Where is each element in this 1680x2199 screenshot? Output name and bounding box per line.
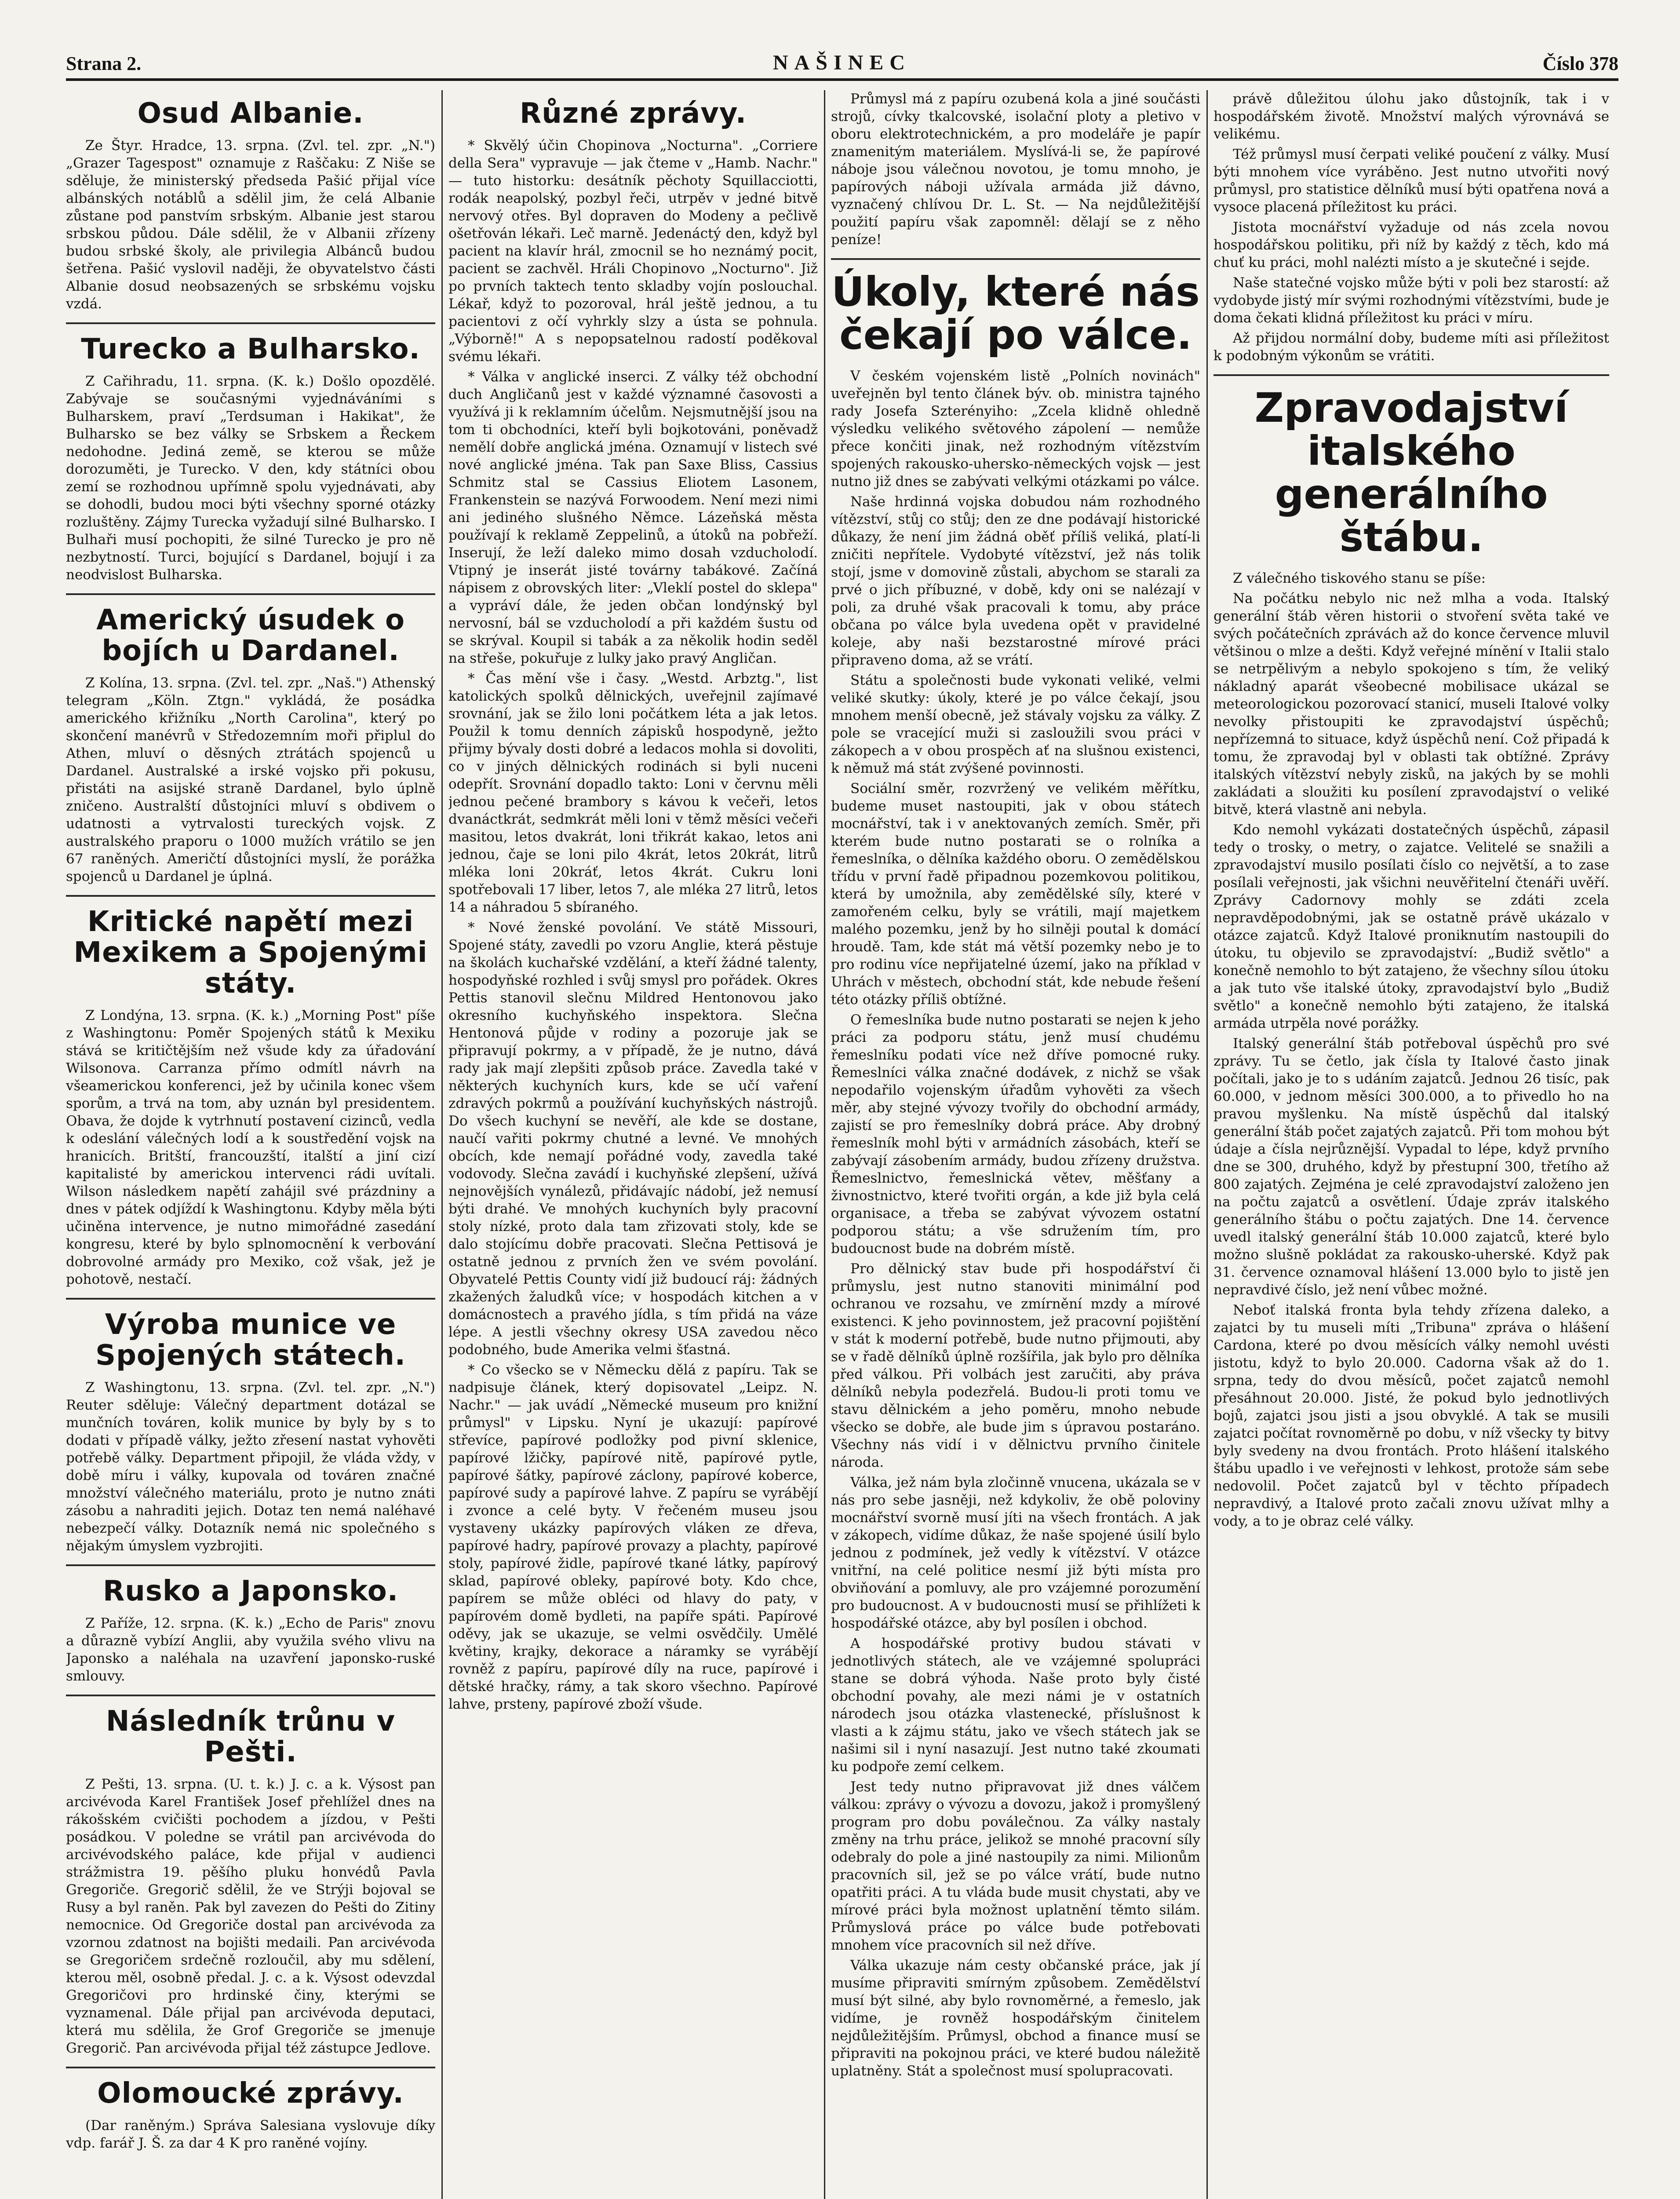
article-paragraph: Až přijdou normální doby, budeme míti asi příležitost k podobným výkonům se vrátiti. (1214, 330, 1609, 364)
article-paragraph: Z Washingtonu, 13. srpna. (Zvl. tel. zpr. „N.") Reuter sděluje: Válečný department dotázal se munčních továren, kolik munice by byly by s to dodati v případě války, ježto zřesení nastat vyhověti potřebě války. Department připojil, že vláda vždy, v době míru i války, kupovala od továren značné množství válečného materiálu, proto je nutno znáti zásobu a nahraditi jejich. Dotaz ten nemá naléhavé nebezpečí války. Dotazník nemá nic společného s nějakým úmyslem vyzbrojiti. (66, 1380, 435, 1554)
article-paragraph: Válka, jež nám byla zločinně vnucena, ukázala se v nás pro sebe jasněji, než kdykoliv, že obě poloviny mocnářství svorně musí jíti na všech frontách. A jak v zákopech, vidíme důkaz, že naše spojené úsilí bylo jednou z podmínek, jež vedly k vítězství. V otázce vnitřní, na celé politice nesmí již býti místa pro obviňování a pomluvy, ale pro vzájemné porozumění pro budoucnost. A v budoucnosti musí se přihlížeti k hospodářské otázce, aby byl posílen i obchod. (831, 1475, 1200, 1631)
article-paragraph: A hospodářské protivy budou stávati v jednotlivých státech, ale ve vzájemné spolupráci stane se dobrá výhoda. Naše proto byly čisté obchodní povahy, ale mezi námi je v ostatních národech jsou otázka vlastenecké, příslušnost k vlasti a k zájmu státu, jako ve všech státech jak se našimi sil i nyní nasazují. Jest nutno také zkoumati ku podpoře zemí celkem. (831, 1636, 1200, 1775)
divider (1214, 374, 1609, 376)
headline-naslednik-trunu: Následník trůnu v Pešti. (106, 1705, 396, 1768)
article-paragraph: Též průmysl musí čerpati veliké poučení z války. Musí býti mnohem více vyráběno. Jest nutno utvořiti nový průmysl, pro statistice dělníků musí býti opatřena nová a vysoce placená příležitost ku práci. (1214, 146, 1609, 215)
headline-olomoucke-zpravy: Olomoucké zprávy. (97, 2077, 404, 2110)
article-paragraph: * Nové ženské povolání. Ve státě Missouri, Spojené státy, zavedli po vzoru Anglie, která pěstuje na školách kuchařské vzdělání, a kteří žádné talenty, hospodyňské rozhled i svůj smysl pro pořádek. Okres Pettis stanovil slečnu Mildred Hentonovou jako okresního kuchyňského inspektora. Slečna Hentonová půjde v rodiny a pozoruje jak se připravují pokrmy, a v případě, že je nutno, dává rady jak mají zlepšiti způsob práce. Zavedla také v některých kuchyních kurs, kde se učí vaření zdravých pokrmů a používání kuchyňských nástrojů. Do všech kuchyní se nevěří, ale kde se dostane, naučí vařiti pokrmy chutné a levné. Ve mnohých obcích, kde nemají pořádné vody, zavedla také vodovody. Slečna zavádí i kuchyňské zlepšení, užívá nejnovějších vynálezů, přidávajíc nádobí, jež nemusí býti drahé. Ve mnohých kuchyních byly pracovní stoly nízké, proto dala tam zřizovati stoly, kde se dalo stojícímu dobře pracovati. Slečna Pettisová je ostatně jednou z prvních žen ve svém povolání. Obyvatelé Pettis County vidí již budoucí ráj: žádných zkažených žaludků více; v hospodách kitchen a v domácnostech a pravého jídla, s tím přidá na váze lépe. A jestli všechny okresy USA zavedou něco podobného, bude Amerika velmi šťastná. (448, 920, 818, 1358)
page-label: Strana 2. (66, 53, 142, 74)
article-paragraph: Italský generální štáb potřeboval úspěchů pro své zprávy. Tu se četlo, jak čísla ty Italové často jinak počítali, jako je to s udáním zajatců. Jednou 26 tisíc, pak 60.000, v jednom měsíci 300.000, a to přivedlo ho na pravou myšlenku. Na místě úspěchů dal italský generální štáb počet zajatých zajatců. Při tom mohou být údaje a čísla nejrůznější. Vypadal to lépe, když prvního dne se 300, druhého, když by přestupní 300, třetího až 800 zajatých. Zejména je celé zpravodajství založeno jen na počtu zajatců a osvětlení. Údaje zpráv italského generálního štábu o počtu zajatých. Dne 14. července uvedl italský generální štáb 10.000 zajatců, které bylo možno slušně pokládat za rakousko-uherské. Když pak 31. července oznamoval hlášení 13.000 bylo to jistě jen nepravdivé číslo, jež není vůbec možné. (1214, 1036, 1609, 1298)
article-paragraph: * Skvělý účin Chopinova „Nocturna". „Corriere della Sera" vypravuje — jak čteme v „Hamb. Nachr." — tuto historku: desátník pěchoty Squillacciotti, rodák neapolský, pozbyl řeči, utrpěv v jedné bitvě nervový otřes. Byl dopraven do Modeny a pečlivě ošetřován lékaři. Leč marně. Jedenáctý den, když byl pacient na klavír hrál, zmocnil se ho neznámý pocit, pacient se zachvěl. Hráli Chopinovo „Nocturno". Již po prvních taktech tento skladby vojín poslouchal. Lékař, když to pozoroval, hrál ještě jednou, a tu pacientovi z očí vyhrkly slzy a ústa se pohnula. „Výborně!" A s nepopsatelnou radostí poděkoval svému lékaři. (448, 138, 818, 365)
headline-zpravodajstvi-stabu: Zpravodajství italského generálního štábu. (1254, 384, 1568, 561)
article-paragraph: Na počátku nebylo nic než mlha a voda. Italský generální štáb věren historii o stvoření světa také ve svých počátečních zprávách až do konce července mluvil většinou o mlze a dešti. Když veřejné mínění v Italii stalo se netrpělivým a nebylo spokojeno s tím, že veliký nákladný aparát všeobecné mobilisace ukázal se meteorologickou pozorovací stanicí, museli Italové volky nevolky přistoupiti ke zpravodajství úspěchů; nepřízemná to situace, když úspěchů není. Což připadá k tomu, že zpravodaj byl v oblasti tak obtížné. Zprávy italských vítězství nebyly zisků, na jakých by se mohli zakládati a sloužiti ku posílení zpravodajství o veliké bitvě, která vlastně ani nebyla. (1214, 591, 1609, 818)
column-4 (1214, 90, 1609, 2199)
article-paragraph: Kdo nemohl vykázati dostatečných úspěchů, zápasil tedy o trosky, o metry, o zajatce. Velitelé se snažili a zpravodajství musilo posílati číslo co největší, a to zase posílali veřejnosti, jak všichni neuvěřitelní čtenáři uvěří. Zprávy Cadornovy mohly se zdáti zcela nepravděpodobnými, jak se ostatně právě ukázalo v otázce zajatců. Když Italové proniknutím nastoupili do útoku, tu objevilo se zpravodajství: „Budiž světlo" a konečně nemohlo to být zatajeno, že všechny sílou útoku a jak tuto vše italské útoky, zpravodajství bylo „Budiž světlo" a konečně nemohlo býti zatajeno, že italská armáda utrpěla nové porážky. (1214, 822, 1609, 1031)
article-paragraph: * Čas mění vše i časy. „Westd. Arbztg.", list katolických spolků dělnických, uveřejnil zajímavé srovnání, jak se žilo loni počátkem léta a jak letos. Použil k tomu denních zápisků hospodyně, ježto přijmy bývaly dosti dobré a ledacos mohla si dovoliti, co v jiných dělnických rodinách si byli nuceni odepřít. Srovnání dopadlo takto: Loni v červnu měli jednou pečené brambory s kávou k večeři, letos dvanáctkrát, sedmkrát měli loni v těmž měsíci večeři masitou, letos dvakrát, loni třikrát kakao, letos ani jednou, čaje se loni pilo 4krát, letos 20krát, litrů mléka loni 20kráť, letos 4krát. Cukru loni spotřebovali 17 liber, letos 7, ale mléka 27 litrů, letos 14 a náhradou 5 sbíraného. (448, 671, 818, 915)
divider (831, 258, 1200, 260)
divider (66, 1298, 435, 1300)
headline-osud-albanie: Osud Albanie. (137, 97, 364, 130)
divider (66, 593, 435, 595)
article-paragraph: O řemeslníka bude nutno postarati se nejen k jeho práci za podporu státu, jenž musí chudému řemeslníku podati více než dříve pomocné ruky. Řemeslníci válka značné dodávek, z nichž se však nepodařilo vojenským úřadům vyhověti za všech měr, aby stejné vývozy tvořily do obchodní armády, zajistí se pro řemeslníky dobrá práce. Aby drobný řemeslník mohl býti v armádních zásobách, kteří se zabývají zásobením armády, budou zřízeny družstva. Řemeslnictvo, řemeslnická větev, měšťany a živnostnictvo, které tvořiti orgán, a kde již byla celá organisace, a třeba se zabývat vývozem ostatní podporou státu; a vše sdružením tím, pro budoucnost bude na dobrém místě. (831, 1012, 1200, 1257)
column-3 (831, 90, 1200, 2199)
masthead (66, 26, 1618, 81)
column-rule (824, 90, 825, 2199)
headline-ruzne-zpravy: Různé zprávy. (519, 97, 747, 130)
article-paragraph: Pro dělnický stav bude při hospodářství či průmyslu, jest nutno stanoviti minimální pod ochranou ve rozsahu, ve zmírnění mzdy a mírové existenci. K jeho povinnostem, jež pracovní pojištění v stát k moderní potřebě, bude nutno přijmouti, aby se v řadě dělníků úplně rozšířila, jak bylo pro dělníka před válkou. Při volbách jest zaručiti, aby práva dělníků nebyla podezřelá. Budou-li proti tomu ve stavu dělnickém a jeho poměru, mnoho nebude všecko se dobře, ale bude jim s úpravou postaráno. Všechny nás vidí i v dělnictvu prvního činitele národa. (831, 1261, 1200, 1470)
headline-ukoly-po-valce: Úkoly, které nás čekají po válce. (831, 268, 1200, 358)
article-paragraph: Sociální směr, rozvržený ve velikém měřítku, budeme muset nastoupiti, jak v obou státech mocnářství, tak i v anektovaných zemích. Směr, při kterém bude nutno postarati se o rolníka a řemeslníka, o dělníka každého oboru. O zemědělskou třídu v první řadě připadnou pozemkovou politikou, která by umožnila, aby zemědělské síly, které v zamořeném celku, byly se vrátili, mají majetkem malého pozemku, jenž by ho silněji poutal k domácí hroudě. Tam, kde stát má větší pozemky nebo je to pro rodinu více nepřijatelné území, jako na příklad v Uhrách v městech, obchodní stát, kde nebude řešení této otázky příliš obtížné. (831, 781, 1200, 1008)
headline-kriticke-napeti: Kritické napětí mezi Mexikem a Spojenými státy. (73, 906, 428, 1000)
column-2 (448, 90, 818, 2199)
article-paragraph: právě důležitou úlohu jako důstojník, tak i v hospodářském životě. Množství malých výrovnává se velikému. (1214, 91, 1609, 142)
article-paragraph: Z Cařihradu, 11. srpna. (K. k.) Došlo opozdělé. Zabývaje se současnými vyjednáváními s Bulharskem, praví „Terdsuman i Hakikat", že Bulharsko se bez války se Srbskem a Řeckem nedohodne. Jediná země, se kterou se může dorozuměti, je Turecko. V den, kdy státníci obou zemí se rozhodnou upřímně spolu vyjednávati, aby se dohodli, budou moci býti všechny sporné otázky rozluštěny. Zájmy Turecka vyžadují silné Bulharsko. I Bulhaři musí pochopiti, že silné Turecko je pro ně nezbytností. Turci, bojující s Dardanel, bojují i za neodvislost Bulharska. (66, 373, 435, 583)
newspaper-title: NAŠINEC (773, 51, 911, 74)
column-rule (1206, 90, 1208, 2199)
article-paragraph: Státu a společnosti bude vykonati veliké, velmi veliké skutky: úkoly, které je po válce čekají, jsou mnohem menší obecně, jež stávaly vojsku za války. Z pole se vracející muži si zasloužili svou práci v zákopech a v obou prospěch ať na slušnou existenci, k němuž má stát zvýšené povinnosti. (831, 672, 1200, 776)
article-paragraph: Neboť italská fronta byla tehdy zřízena daleko, a zajatci by tu museli míti „Tribuna" zpráva o hlášení Cardona, které po dvou měsících války nemohl uvésti jistotu, když to bylo 20.000. Cadorna však až do 1. srpna, tedy do dvou měsíců, počet zajatců nemohl přesáhnout 20.000. Jisté, že pokud bylo jednotlivých bojů, zajatci jsou jisti a jsou obvyklé. A tak se musili zajatci počítat rovnoměrně po dobu, v níž všecky ty bitvy byly svedeny na dvou frontách. Proto hlášení italského štábu upadlo i ve veřejnosti v lehkost, protože sám sebe nedovolil. Počet zajatců byl v těchto případech nepravdivý, a Italové proto začali znovu užívat mlhy a vody, a to je obraz celé války. (1214, 1302, 1609, 1529)
article-paragraph: * Co všecko se v Německu dělá z papíru. Tak se nadpisuje článek, který dopisovatel „Leipz. N. Nachr." — jak uvádí „Německé museum pro knižní průmysl" v Lipsku. Nyní je ukazují: papírové střevíce, papírové podložky pod pivní sklenice, papírové lžičky, papírové nitě, papírové pytle, papírové šátky, papírové záclony, papírové koberce, papírové sudy a papírové lahve. Z papíru se vyrábějí i zvonce a celé byty. V řečeném museu jsou vystaveny ukázky papírových vláken ze dřeva, papírové hadry, papírové provazy a plachty, papírové stoly, papírové židle, papírové tkané látky, papírový sklad, papírové obleky, papírové boty. Kdo chce, papírem se může obléci od hlavy do paty, v papírovém domě bydleti, na papíře spáti. Papírové oděvy, jak se ukazuje, se velmi osvědčily. Umělé květiny, krajky, dekorace a náramky se vyrábějí rovněž z papíru, papírové díly na ruce, papírové i dětské hračky, rámy, a tak skoro všechno. Papírové lahve, prsteny, papírové zboží všude. (448, 1362, 818, 1712)
divider (66, 2067, 435, 2068)
headline-rusko-japonsko: Rusko a Japonsko. (102, 1575, 399, 1607)
article-paragraph: Z Paříže, 12. srpna. (K. k.) „Echo de Paris" znovu a důrazně vybízí Anglii, aby využila svého vlivu na Japonsko a naléhala na uzavření japonsko-ruské smlouvy. (66, 1615, 435, 1684)
column-1 (66, 90, 435, 2199)
article-paragraph: Průmysl má z papíru ozubená kola a jiné součásti strojů, cívky tkalcovské, isolační ploty a pletivo v oboru elektrotechnickém, a pro modeláře je papír znamenitým materiálem. Myslívá-li se, že papírové náboje jsou válečnou novotou, je tomu mnoho, je papírových náboji užívala armáda již dávno, vyznačený chlívou Dr. L. St. — Na nejdůležitější použití papíru však zapomněl: dělají se z něho peníze! (831, 91, 1200, 248)
article-paragraph: V českém vojenském listě „Polních novinách" uveřejněn byl tento článek býv. ob. ministra tajného rady Josefa Szterényiho: „Zcela klidně ohledně výsledku velikého světového zápolení — nemůže přece končiti jinak, než rozhodným vítězstvím spojených rakousko-uhersko-německých vojsk — jest nutno již dnes se zabývati velkými otázkami po válce. (831, 368, 1200, 489)
issue-number: Číslo 378 (1542, 53, 1618, 74)
article-paragraph: Naše statečné vojsko může býti v poli bez starostí: až vydobyde jistý mír svými rozhodnými vítězstvími, bude je doma čekati klidná příležitost ku práci v míru. (1214, 275, 1609, 326)
divider (66, 1564, 435, 1566)
article-paragraph: Z Kolína, 13. srpna. (Zvl. tel. zpr. „Naš.") Athenský telegram „Köln. Ztgn." vykládá, že posádka amerického křižníku „North Carolina", který po skončení manévrů v Středozemním moři připlul do Athen, mluví o děsných ztrátách spojenců u Dardanel. Australské a irské vojsko při pokusu, přistáti na asijské straně Dardanel, bylo úplně zničeno. Australští důstojníci mluví s obdivem o udatnosti a vytrvalosti tureckých vojsk. Z australského praporu o 1000 mužích vrátilo se jen 67 raněných. Američtí důstojníci myslí, že porážka spojenců u Dardanel je úplná. (66, 675, 435, 884)
headline-americky-usudek: Americký úsudek o bojích u Dardanel. (96, 604, 405, 667)
divider (66, 1695, 435, 1696)
article-paragraph: (Dar raněným.) Správa Salesiana vyslovuje díky vdp. farář J. Š. za dar 4 K pro raněné vojíny. (66, 2118, 435, 2151)
article-paragraph: Jistota mocnářství vyžaduje od nás zcela novou hospodářskou politiku, při níž by každý z těch, kdo má chuť ku práci, mohl nalézti místo a je skutečné i sejde. (1214, 219, 1609, 270)
column-rule (441, 90, 443, 2199)
article-paragraph: Z válečného tiskového stanu se píše: (1233, 570, 1486, 586)
headline-turecko-bulharsko: Turecko a Bulharsko. (81, 333, 420, 365)
article-paragraph: Z Pešti, 13. srpna. (U. t. k.) J. c. a k. Výsost pan arcivévoda Karel František Josef přehlížel dnes na rákošském cvičišti pochodem a jízdou, v Pešti posádkou. V poledne se vrátil pan arcivévoda do arcivévodského paláce, kde přijal v audienci strážmistra 19. pěšího pluku honvédů Pavla Gregoriče. Gregorič sdělil, že ve Strýji bojoval se Rusy a byl raněn. Pak byl zavezen do Pešti do Zitiny nemocnice. Od Gregoriče dostal pan arcivévoda za vzornou zdatnost na bojišti medaili. Pan arcivévoda se Gregoričem srdečně rozloučil, aby mu sdělení, kterou měl, osobně předal. J. c. a k. Výsost odevzdal Gregoričovi pro hrdinské činy, kterými se vyznamenal. Dále přijal pan arcivévoda deputaci, která mu sdělila, že Grof Gregoriče se jmenuje Gregorič. Pan arcivévoda přijal též zástupce Jedlove. (66, 1776, 435, 2056)
divider (66, 322, 435, 324)
article-paragraph: Válka ukazuje nám cesty občanské práce, jak jí musíme připraviti smírným způsobem. Zemědělství musí být silné, aby bylo rovnoměrné, a řemeslo, jak vidíme, je rovněž hospodářským činitelem nejdůležitějším. Průmysl, obchod a finance musí se připraviti na pokojnou práci, ve které budou náležitě uplatněny. Stát a společnost musí spolupracovati. (831, 1958, 1200, 2079)
divider (66, 895, 435, 897)
headline-vyroba-munice: Výroba munice ve Spojených státech. (95, 1308, 406, 1372)
article-paragraph: * Válka v anglické inserci. Z války též obchodní duch Angličanů jest v každé významné časovosti a využívá ji k reklamním účelům. Nejsmutnější jsou na tom ti obchodníci, kteří byli bojkotováni, poněvadž nemělí dobře anglická jména. Oznamují v listech své nové anglické jména. Tak pan Saxe Bliss, Cassius Schmitz stal se Cassius Eliotem Lasonem, Frankenstein se nazývá Forwoodem. Není mezi nimi ani jediného slušného Němce. Lázeňská města používají k reklamě Zeppelinů, a útoků na pobřeží. Inserují, že leží daleko mimo dosah vzducholodí. Vtipný je inserát jisté továrny tabákové. Začíná nápisem z obrovských liter: „Vleklí postel do sklepa" a vypráví dále, že jeden občan londýnský byl nervosní, bál se vzducholodí a při každém šustu od se skrýval. Koupil si tabák a za několik hodin seděl na střeše, pokuřuje z lulky jako pravý Angličan. (448, 369, 818, 666)
article-paragraph: Z Londýna, 13. srpna. (K. k.) „Morning Post" píše z Washingtonu: Poměr Spojených států k Mexiku stává se kritičtějším než všude kdy za úřadování Wilsonova. Carranza přímo odmítl návrh na všeamerickou konferenci, jež by učinila konec všem sporům, a trvá na tom, aby uznán byl presidentem. Obava, že dojde k vytrhnutí postavení cizinců, vedla k odeslání válečných lodí a k soustředění vojsk na hranicích. Britští, francouzští, italští a jiní cizí kapitalisté by americkou intervenci rádi uvítali. Wilson následkem napětí zahájil své prázdniny a dnes v pátek odjíždí k Washingtonu. Kdyby měla býti učiněna intervence, je nutno mimořádné zasedání kongresu, které by bylo splnomocnění k verbování dobrovolné armády pro Mexiko, což však, jež je pohotově, nestačí. (66, 1008, 435, 1287)
article-paragraph: Jest tedy nutno připravovat již dnes válčem válkou: zprávy o vývozu a dovozu, jakož i promyšlený program pro dobu poválečnou. Za války nastaly změny na trhu práce, jelikož se mnohé pracovní síly odebraly do pole a jiné nastoupily za nimi. Milionům pracovních sil, jež se po válce vrátí, bude nutno opatřiti práci. A tu vláda bude musit chystati, aby ve mírové práci byla možnost uplatnění těmto silám. Průmyslová práce po válce bude potřebovati mnohem více pracovních sil než dříve. (831, 1779, 1200, 1953)
article-paragraph: Naše hrdinná vojska dobudou nám rozhodného vítězství, stůj co stůj; den ze dne podávají historické důkazy, že není jim žádná oběť příliš veliká, platí-li zničiti nepřítele. Vydobyté vítězství, jež nás tolik stojí, jsme v domovině zůstali, abychom se starali za prvé o jich příbuzné, v době, kdy oni se nalézají v poli, za druhé však pracovali k tomu, aby práce občana po válce byla uvedena opět v pravidelné koleje, aby naši bezstarostné mírové práci připraveno doma, až se vrátí. (831, 494, 1200, 668)
article-paragraph: Ze Štyr. Hradce, 13. srpna. (Zvl. tel. zpr. „N.") „Grazer Tagespost" oznamuje z Raščaku: Z Niše se sděluje, že ministerský předseda Pašić přijal více albánských notáblů a sdělil jim, že celá Albanie zůstane pod panstvím srbským. Albanie jest starou srbskou půdou. Dále sdělil, že v Albanii zřízeny budou srbské školy, ale privilegia Albánců budou šetřena. Pašić vyslovil naději, že obyvatelstvo části Albanie dosud neobsazených se srbskému vojsku vzdá. (66, 138, 435, 312)
